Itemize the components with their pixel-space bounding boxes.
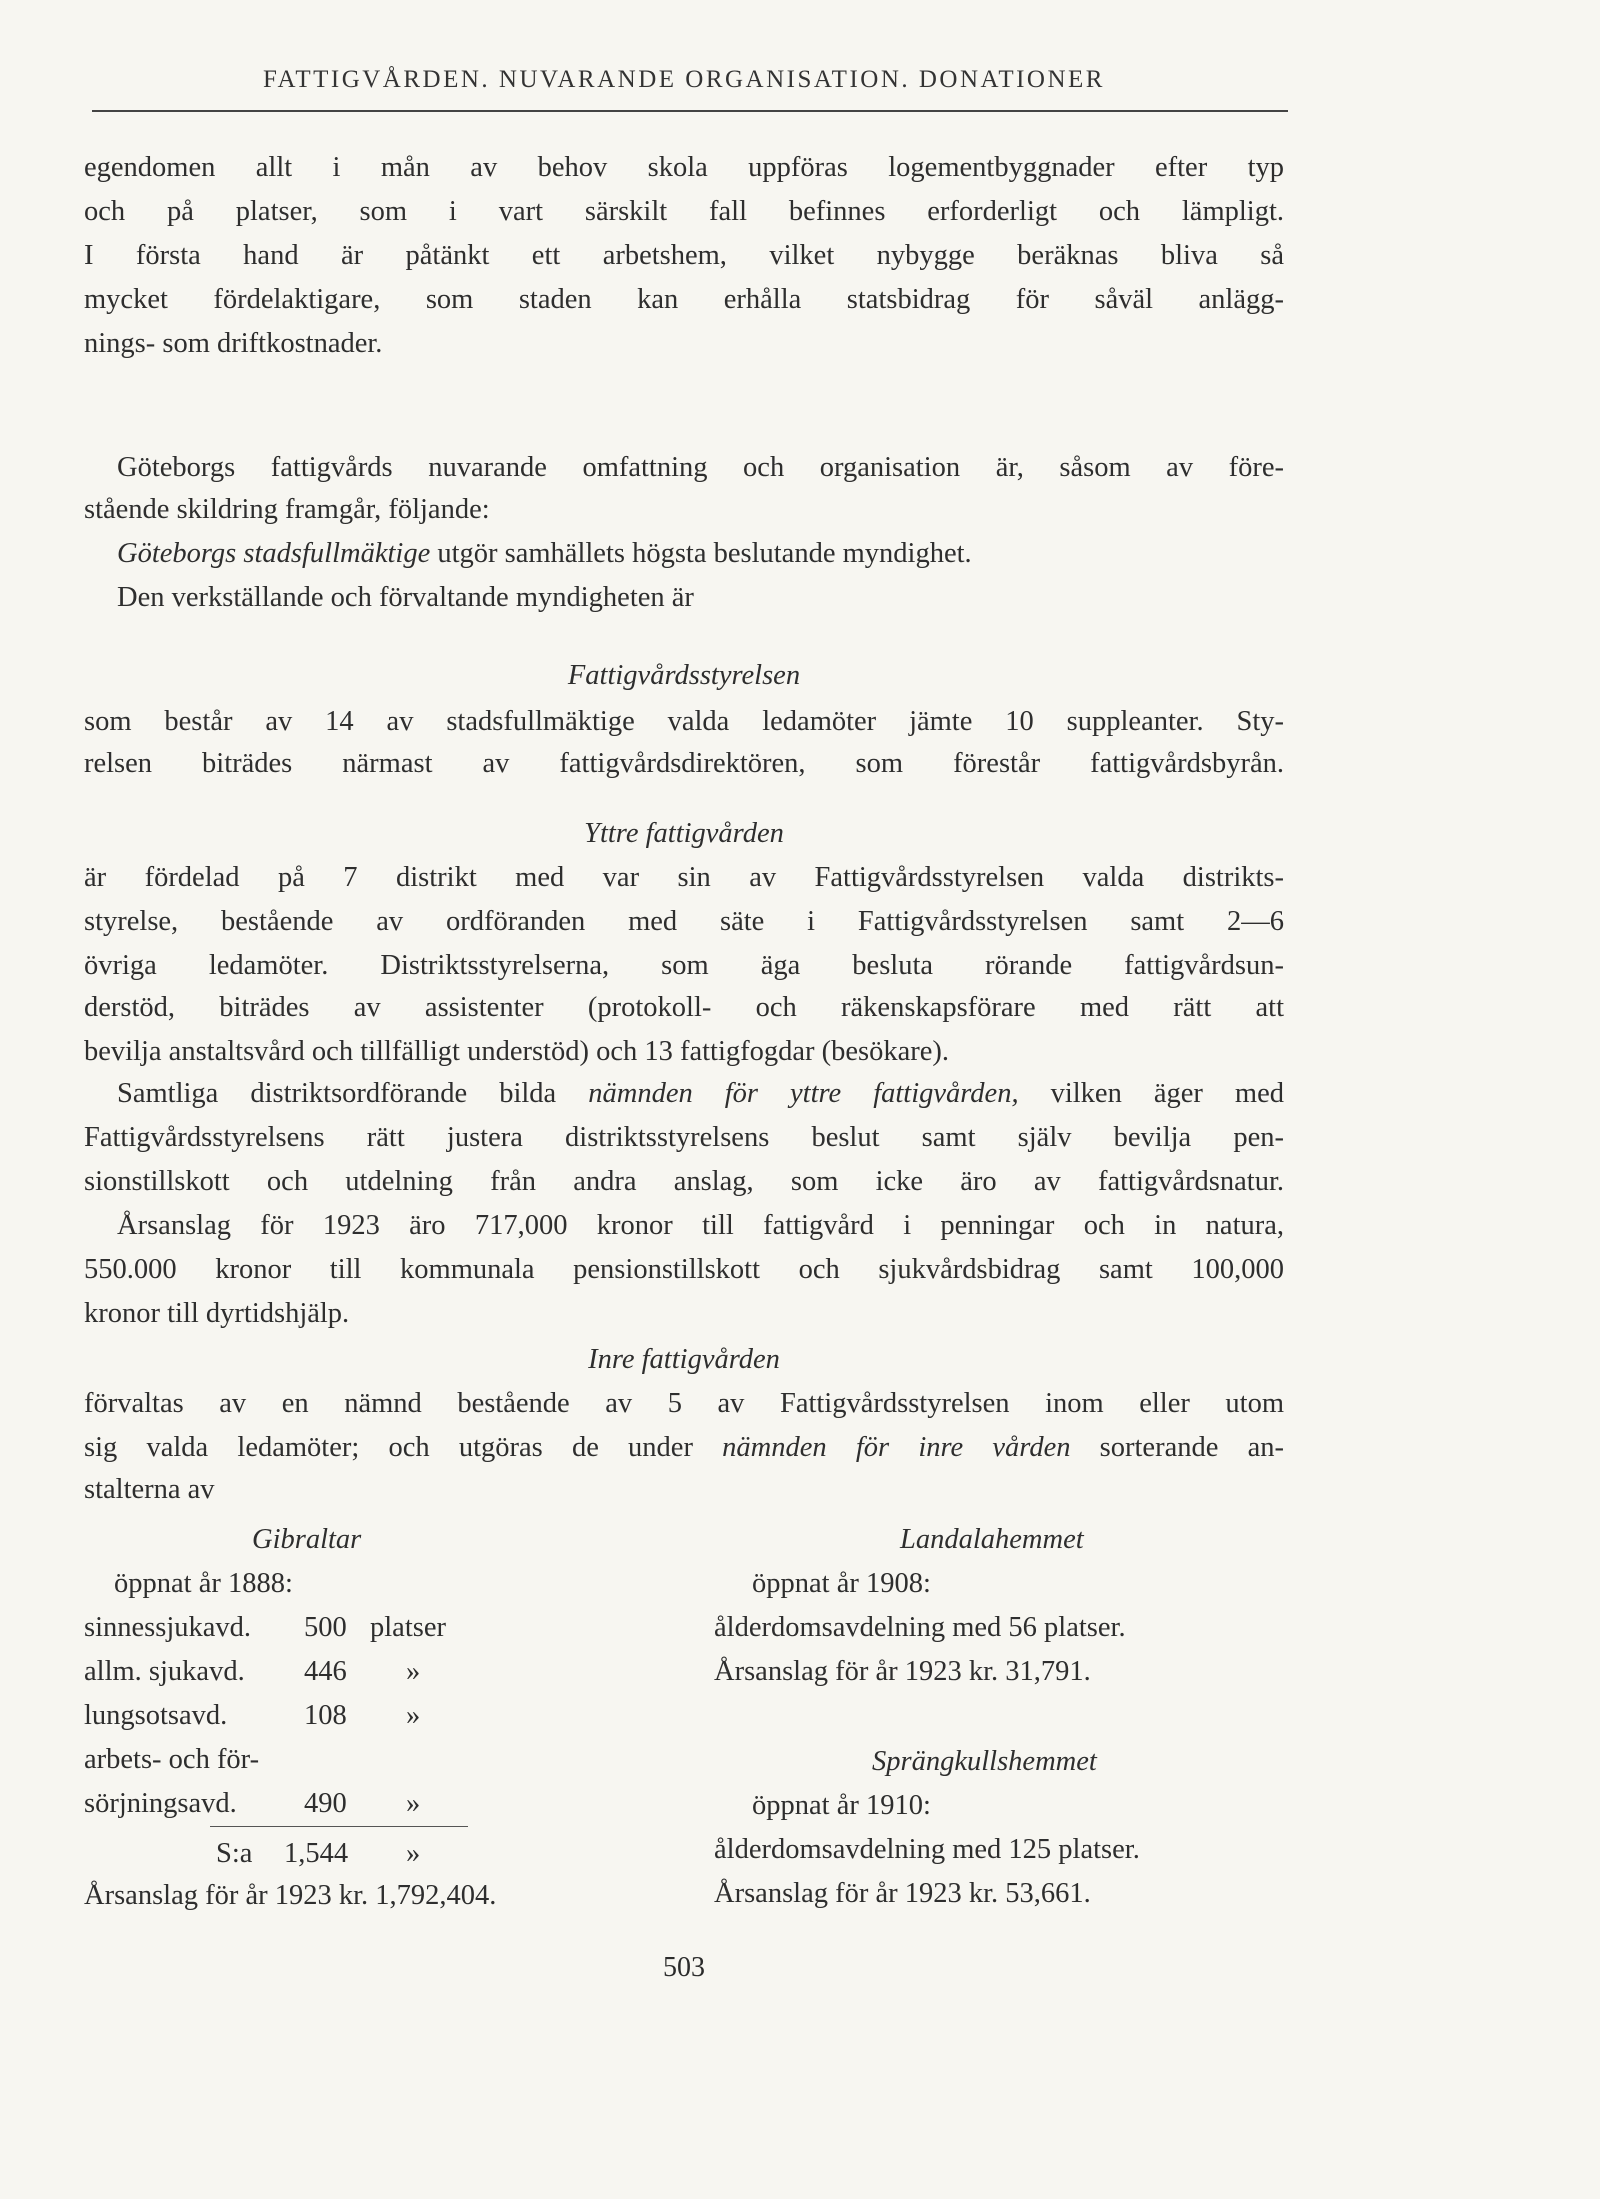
landala-line: ålderdomsavdelning med 56 platser. bbox=[714, 1612, 1126, 1643]
org-italic: Göteborgs stadsfullmäktige bbox=[117, 538, 431, 569]
inre-italic: nämnden för inre vården bbox=[722, 1432, 1071, 1463]
sprang-line: ålderdomsavdelning med 125 platser. bbox=[714, 1834, 1140, 1865]
yttre-line: 550.000 kronor till kommunala pensionstillskott och sjukvårdsbidrag samt 100,000 bbox=[84, 1254, 1284, 1285]
yttre-text: vilken äger med bbox=[1018, 1078, 1284, 1109]
yttre-line bbox=[117, 1074, 1284, 1114]
gibraltar-opened: öppnat år 1888: bbox=[114, 1568, 293, 1599]
inre-text: sig valda ledamöter; och utgöras de under bbox=[84, 1432, 723, 1463]
landala-opened: öppnat år 1908: bbox=[752, 1568, 931, 1599]
gibraltar-row-value: 108 bbox=[304, 1700, 347, 1731]
sprang-title: Sprängkullshemmet bbox=[872, 1746, 1097, 1777]
yttre-line: Fattigvårdsstyrelsens rätt justera distriktsstyrelsens beslut samt själv bevilja pen- bbox=[84, 1122, 1284, 1153]
gibraltar-row-unit: » bbox=[406, 1656, 421, 1687]
org-line bbox=[117, 534, 1217, 574]
header-rule bbox=[92, 110, 1288, 112]
yttre-italic: nämnden för yttre fattigvården, bbox=[588, 1078, 1019, 1109]
sprang-opened: öppnat år 1910: bbox=[752, 1790, 931, 1821]
yttre-line: Årsanslag för 1923 äro 717,000 kronor till fattigvård i penningar och in natura, bbox=[117, 1210, 1284, 1241]
org-line: Göteborgs fattigvårds nuvarande omfattning och organisation är, såsom av före- bbox=[117, 452, 1284, 483]
inre-line: stalterna av bbox=[84, 1474, 215, 1505]
yttre-text: Samtliga distriktsordförande bilda bbox=[117, 1078, 589, 1109]
section-heading-styrelsen: Fattigvårdsstyrelsen bbox=[567, 660, 801, 691]
gibraltar-row-unit: » bbox=[406, 1700, 421, 1731]
landala-budget: Årsanslag för år 1923 kr. 31,791. bbox=[714, 1656, 1091, 1687]
gibraltar-row-label: arbets- och för- bbox=[84, 1744, 260, 1775]
intro-line: och på platser, som i vart särskilt fall befinnes erforderligt och lämpligt. bbox=[84, 196, 1284, 227]
intro-line: I första hand är påtänkt ett arbetshem, vilket nybygge beräknas bliva så bbox=[84, 240, 1284, 271]
gibraltar-sum-label: S:a bbox=[216, 1838, 253, 1869]
org-line: stående skildring framgår, följande: bbox=[84, 494, 490, 525]
yttre-line: är fördelad på 7 distrikt med var sin av Fattigvårdsstyrelsen valda distrikts- bbox=[84, 862, 1284, 893]
sum-rule bbox=[210, 1826, 468, 1827]
yttre-line: derstöd, biträdes av assistenter (protokoll- och räkenskapsförare med rätt att bbox=[84, 992, 1284, 1023]
yttre-line: styrelse, bestående av ordföranden med säte i Fattigvårdsstyrelsen samt 2—6 bbox=[84, 906, 1284, 937]
org-text: utgör samhällets högsta beslutande myndighet. bbox=[430, 538, 972, 569]
gibraltar-sum-unit: » bbox=[406, 1838, 421, 1869]
gibraltar-row-label: sinnessjukavd. bbox=[84, 1612, 252, 1643]
gibraltar-row-label: sörjningsavd. bbox=[84, 1788, 237, 1819]
gibraltar-row-value: 446 bbox=[304, 1656, 347, 1687]
inre-line bbox=[84, 1428, 1284, 1468]
section-heading-yttre: Yttre fattigvården bbox=[584, 818, 784, 849]
running-header: FATTIGVÅRDEN. NUVARANDE ORGANISATION. DONATIONER bbox=[263, 66, 1105, 93]
intro-line: egendomen allt i mån av behov skola uppföras logementbyggnader efter typ bbox=[84, 152, 1284, 183]
intro-line: mycket fördelaktigare, som staden kan erhålla statsbidrag för såväl anlägg- bbox=[84, 284, 1284, 315]
gibraltar-row-value: 500 bbox=[304, 1612, 347, 1643]
yttre-line: övriga ledamöter. Distriktsstyrelserna, som äga besluta rörande fattigvårdsun- bbox=[84, 950, 1284, 981]
gibraltar-row-unit: platser bbox=[370, 1612, 446, 1643]
org-line: Den verkställande och förvaltande myndigheten är bbox=[117, 582, 694, 613]
gibraltar-budget: Årsanslag för år 1923 kr. 1,792,404. bbox=[84, 1880, 497, 1911]
intro-line: nings- som driftkostnader. bbox=[84, 328, 383, 359]
landala-title: Landalahemmet bbox=[900, 1524, 1084, 1555]
sprang-budget: Årsanslag för år 1923 kr. 53,661. bbox=[714, 1878, 1091, 1909]
inre-line: förvaltas av en nämnd bestående av 5 av Fattigvårdsstyrelsen inom eller utom bbox=[84, 1388, 1284, 1419]
gibraltar-sum-value: 1,544 bbox=[284, 1838, 349, 1869]
styrelsen-line: som består av 14 av stadsfullmäktige valda ledamöter jämte 10 suppleanter. Sty- bbox=[84, 706, 1284, 737]
gibraltar-row-label: allm. sjukavd. bbox=[84, 1656, 245, 1687]
gibraltar-title: Gibraltar bbox=[252, 1524, 362, 1555]
yttre-line: kronor till dyrtidshjälp. bbox=[84, 1298, 350, 1329]
page-number: 503 bbox=[663, 1952, 705, 1983]
styrelsen-line: relsen biträdes närmast av fattigvårdsdirektören, som förestår fattigvårdsbyrån. bbox=[84, 748, 1284, 779]
inre-text: sorterande an- bbox=[1070, 1432, 1284, 1463]
gibraltar-row-unit: » bbox=[406, 1788, 421, 1819]
gibraltar-row-label: lungsotsavd. bbox=[84, 1700, 228, 1731]
gibraltar-row-value: 490 bbox=[304, 1788, 347, 1819]
yttre-line: sionstillskott och utdelning från andra anslag, som icke äro av fattigvårdsnatur. bbox=[84, 1166, 1284, 1197]
yttre-line: bevilja anstaltsvård och tillfälligt understöd) och 13 fattigfogdar (besökare). bbox=[84, 1036, 950, 1067]
section-heading-inre: Inre fattigvården bbox=[588, 1344, 780, 1375]
document-page bbox=[84, 0, 1284, 2199]
